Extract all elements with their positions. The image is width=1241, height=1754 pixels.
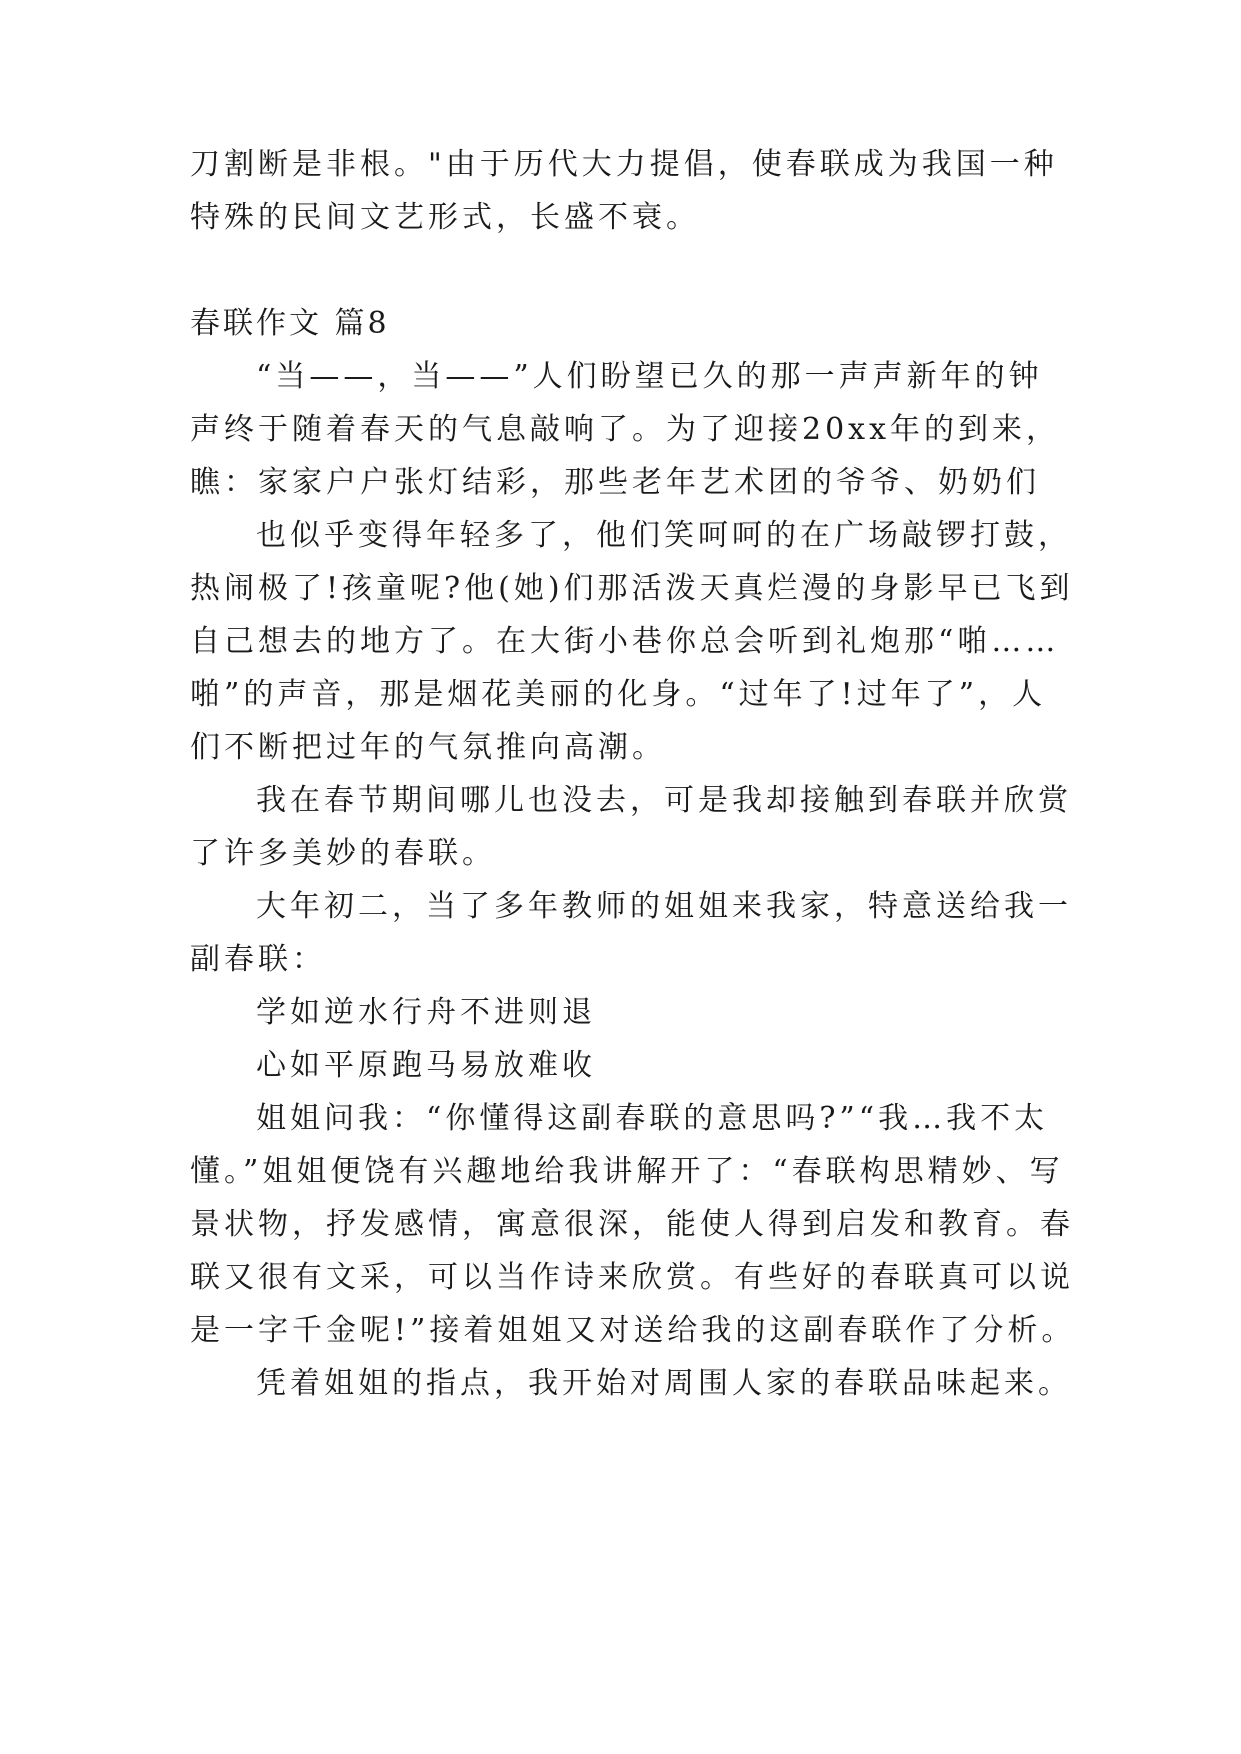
text-line: 也似乎变得年轻多了，他们笑呵呵的在广场敲锣打鼓， bbox=[256, 518, 1072, 553]
couplet-line-lower: 心如平原跑马易放难收 bbox=[256, 1048, 596, 1083]
text-line: 大年初二，当了多年教师的姐姐来我家，特意送给我一 bbox=[256, 889, 1072, 924]
text-line: 姐姐问我：“你懂得这副春联的意思吗?”“我…我不太 bbox=[256, 1101, 1049, 1136]
text-line: 们不断把过年的气氛推向高潮。 bbox=[190, 730, 666, 765]
text-line: 刀割断是非根。"由于历代大力提倡，使春联成为我国一种 bbox=[190, 147, 1058, 182]
text-line: 了许多美妙的春联。 bbox=[190, 836, 496, 871]
text-line: 自己想去的地方了。在大街小巷你总会听到礼炮那“啪…… bbox=[190, 624, 1060, 659]
text-line: 懂。”姐姐便饶有兴趣地给我讲解开了：“春联构思精妙、写 bbox=[190, 1154, 1064, 1189]
text-line: 我在春节期间哪儿也没去，可是我却接触到春联并欣赏 bbox=[256, 783, 1072, 818]
text-line: “当——，当——”人们盼望已久的那一声声新年的钟 bbox=[256, 359, 1043, 394]
section-heading: 春联作文 篇8 bbox=[190, 306, 390, 341]
text-line: 声终于随着春天的气息敲响了。为了迎接20xx年的到来， bbox=[190, 412, 1061, 447]
text-line: 副春联： bbox=[190, 942, 326, 977]
text-line: 联又很有文采，可以当作诗来欣赏。有些好的春联真可以说 bbox=[190, 1260, 1074, 1295]
text-line: 啪”的声音，那是烟花美丽的化身。“过年了!过年了”，人 bbox=[190, 677, 1047, 712]
couplet-line-upper: 学如逆水行舟不进则退 bbox=[256, 995, 596, 1030]
text-line: 特殊的民间文艺形式，长盛不衰。 bbox=[190, 200, 700, 235]
text-line: 瞧：家家户户张灯结彩，那些老年艺术团的爷爷、奶奶们 bbox=[190, 465, 1040, 500]
text-line: 凭着姐姐的指点，我开始对周围人家的春联品味起来。 bbox=[256, 1366, 1072, 1401]
text-line: 景状物，抒发感情，寓意很深，能使人得到启发和教育。春 bbox=[190, 1207, 1074, 1242]
text-line: 是一字千金呢!”接着姐姐又对送给我的这副春联作了分析。 bbox=[190, 1313, 1076, 1348]
text-line: 热闹极了!孩童呢?他(她)们那活泼天真烂漫的身影早已飞到 bbox=[190, 571, 1074, 606]
